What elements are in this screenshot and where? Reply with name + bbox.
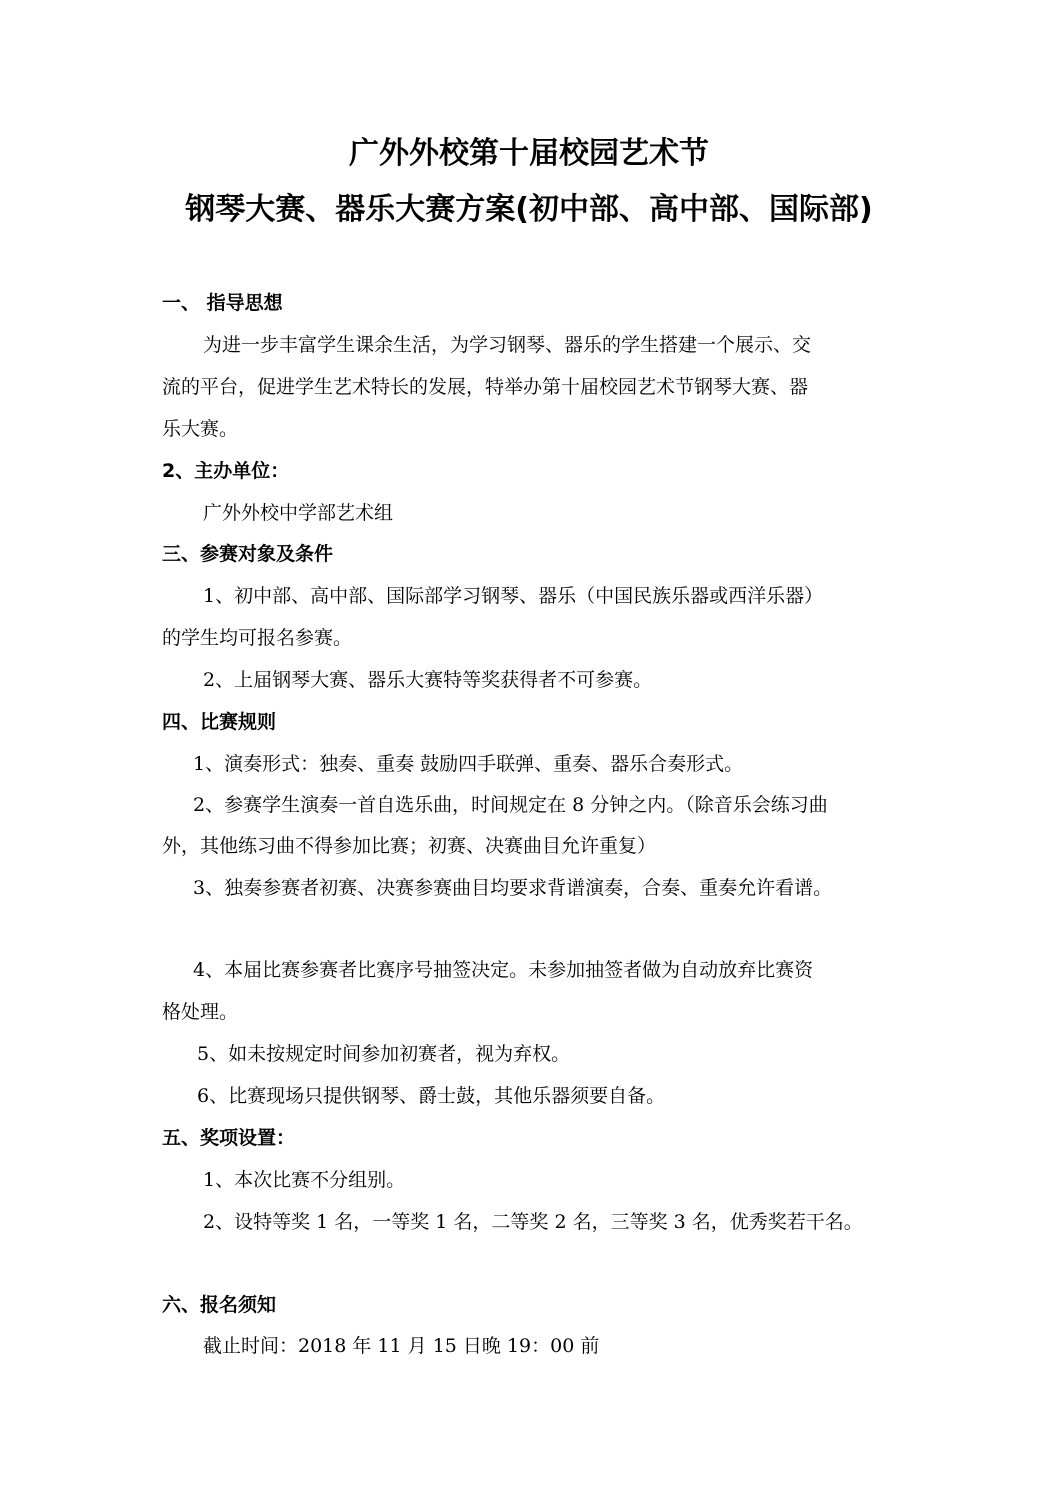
paragraph-line: 广外外校中学部艺术组 [203, 502, 394, 524]
list-item: 6、比赛现场只提供钢琴、爵士鼓，其他乐器须要自备。 [197, 1085, 666, 1107]
section-heading-awards: 五、奖项设置： [162, 1127, 296, 1149]
list-item: 2、设特等奖 1 名，一等奖 1 名，二等奖 2 名，三等奖 3 名，优秀奖若干名。 [203, 1211, 863, 1233]
list-item-continuation: 的学生均可报名参赛。 [162, 627, 353, 649]
list-item: 2、参赛学生演奏一首自选乐曲，时间规定在 8 分钟之内。（除音乐会练习曲 [193, 794, 828, 816]
list-item: 5、如未按规定时间参加初赛者，视为弃权。 [197, 1043, 571, 1065]
section-heading-participants: 三、参赛对象及条件 [162, 543, 334, 565]
section-heading-organizer: 2、主办单位： [162, 460, 290, 482]
list-item-continuation: 外，其他练习曲不得参加比赛；初赛、决赛曲目允许重复） [162, 835, 657, 857]
document-title-line1: 广外外校第十届校园艺术节 [349, 136, 709, 171]
document-title-line2: 钢琴大赛、器乐大赛方案(初中部、高中部、国际部) [185, 192, 873, 227]
paragraph-line: 乐大赛。 [162, 418, 239, 440]
paragraph-line-deadline: 截止时间：2018 年 11 月 15 日晚 19：00 前 [203, 1335, 600, 1357]
paragraph-line: 为进一步丰富学生课余生活，为学习钢琴、器乐的学生搭建一个展示、交 [203, 334, 812, 356]
list-item: 3、独奏参赛者初赛、决赛参赛曲目均要求背谱演奏，合奏、重奏允许看谱。 [193, 877, 833, 899]
list-item: 1、初中部、高中部、国际部学习钢琴、器乐（中国民族乐器或西洋乐器） [203, 585, 824, 607]
list-item: 1、演奏形式：独奏、重奏 鼓励四手联弹、重奏、器乐合奏形式。 [193, 753, 744, 775]
list-item: 2、上届钢琴大赛、器乐大赛特等奖获得者不可参赛。 [203, 669, 653, 691]
section-heading-guiding-idea: 一、 指导思想 [162, 292, 283, 314]
section-heading-registration: 六、报名须知 [162, 1294, 277, 1316]
list-item-continuation: 格处理。 [162, 1001, 239, 1023]
section-heading-rules: 四、比赛规则 [162, 711, 277, 733]
list-item: 1、本次比赛不分组别。 [203, 1169, 406, 1191]
paragraph-line: 流的平台，促进学生艺术特长的发展，特举办第十届校园艺术节钢琴大赛、器 [162, 376, 809, 398]
list-item: 4、本届比赛参赛者比赛序号抽签决定。未参加抽签者做为自动放弃比赛资 [193, 959, 814, 981]
